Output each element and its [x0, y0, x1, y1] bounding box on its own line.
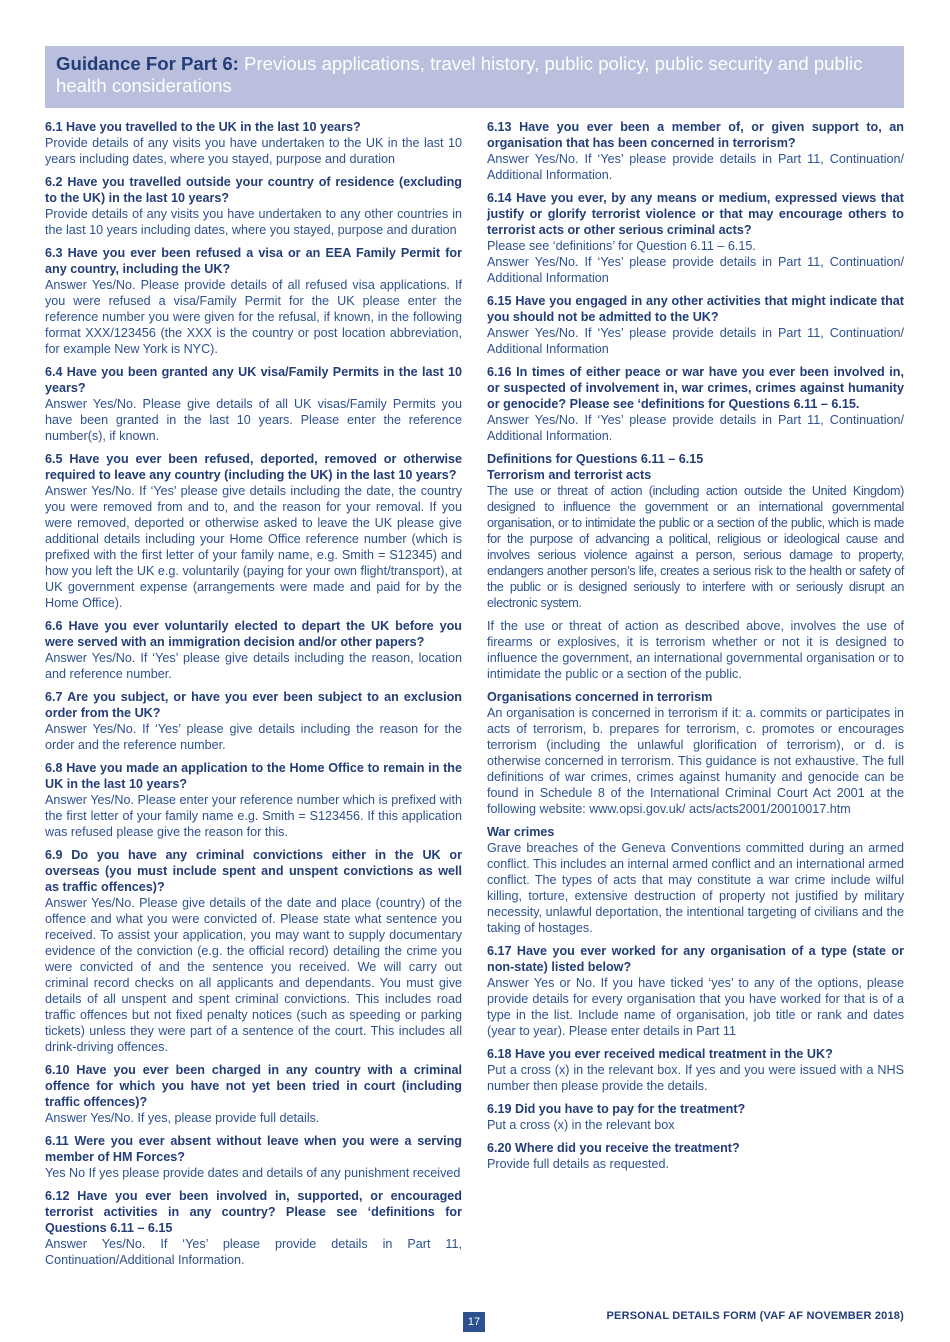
terrorism-firearms-note: If the use or threat of action as described above, involves the use of firearms or explosives, it is terrorism whether or not it is designed to influence the government, an international governmental organisation or to intimidate the public or a section of the public.	[487, 619, 904, 681]
question-6-7	[45, 689, 462, 753]
section-header-lead: Guidance For Part 6:	[56, 53, 239, 74]
question-6-11	[45, 1133, 462, 1181]
left-column	[45, 119, 462, 1275]
question-heading: 6.7 Are you subject, or have you ever been subject to an exclusion order from the UK?	[45, 690, 462, 720]
question-6-1	[45, 119, 462, 167]
question-heading: 6.16 In times of either peace or war have you ever been involved in, or suspected of involvement in, war crimes, crimes against humanity or genocide? Please see ‘definitions for Questions 6.11 – 6.15.	[487, 365, 904, 411]
question-6-5	[45, 451, 462, 611]
question-answer: Answer Yes/No. If ‘Yes’ please give details including the reason, location and reference number.	[45, 651, 462, 681]
question-heading: 6.11 Were you ever absent without leave when you were a serving member of HM Forces?	[45, 1134, 462, 1164]
question-answer: Put a cross (x) in the relevant box	[487, 1118, 675, 1132]
question-6-15	[487, 293, 904, 357]
question-heading: 6.3 Have you ever been refused a visa or an EEA Family Permit for any country, including the UK?	[45, 246, 462, 276]
question-heading: 6.4 Have you been granted any UK visa/Family Permits in the last 10 years?	[45, 365, 462, 395]
question-6-8	[45, 760, 462, 840]
question-answer: Answer Yes/No. Please enter your reference number which is prefixed with the first letter of your family name e.g. Smith = S123456. If this application was refused please give the reason for this.	[45, 793, 462, 839]
question-6-13	[487, 119, 904, 183]
right-column	[487, 119, 904, 1179]
question-6-19	[487, 1101, 904, 1133]
question-6-12	[45, 1188, 462, 1268]
question-heading: 6.13 Have you ever been a member of, or given support to, an organisation that has been concerned in terrorism?	[487, 120, 904, 150]
question-answer: Answer Yes or No. If you have ticked ‘yes’ to any of the options, please provide details for every organisation that you have worked for that is of a type in the list. Include name of organisation, job title or rank and dates (year to year). Please enter details in Part 11	[487, 976, 904, 1038]
form-title: PERSONAL DETAILS FORM (VAF AF NOVEMBER 2018)	[606, 1310, 904, 1322]
question-answer: Answer Yes/No. If yes, please provide full details.	[45, 1111, 320, 1125]
question-answer: Answer Yes/No. If ‘Yes’ please provide details in Part 11, Continuation/ Additional Information	[487, 255, 904, 285]
question-note: Please see ‘definitions’ for Question 6.11 – 6.15.	[487, 239, 756, 253]
organisations-heading: Organisations concerned in terrorism	[487, 690, 713, 704]
question-answer: Provide full details as requested.	[487, 1157, 670, 1171]
question-6-18	[487, 1046, 904, 1094]
terrorism-heading: Terrorism and terrorist acts	[487, 468, 652, 482]
question-heading: 6.8 Have you made an application to the Home Office to remain in the UK in the last 10 years?	[45, 761, 462, 791]
question-heading: 6.5 Have you ever been refused, deported, removed or otherwise required to leave any country (including the UK) in the last 10 years?	[45, 452, 462, 482]
question-heading: 6.20 Where did you receive the treatment?	[487, 1141, 740, 1155]
definitions-title: Definitions for Questions 6.11 – 6.15	[487, 452, 704, 466]
question-6-9	[45, 847, 462, 1055]
question-answer: Answer Yes/No. If ‘Yes’ please provide details in Part 11, Continuation/ Additional Information.	[487, 413, 904, 443]
question-6-10	[45, 1062, 462, 1126]
question-6-20	[487, 1140, 904, 1172]
question-answer: Yes No If yes please provide dates and details of any punishment received	[45, 1166, 461, 1180]
war-crimes-definition: Grave breaches of the Geneva Conventions committed during an armed conflict. This includes an internal armed conflict and an international armed conflict. The types of acts that may constitute a war crime include wilful killing, torture, extensive destruction of property not justified by military necessity, unlawful deportation, the intentional targeting of civilians and the taking of hostages.	[487, 841, 904, 935]
question-6-3	[45, 245, 462, 357]
question-6-2	[45, 174, 462, 238]
terrorism-definition: The use or threat of action (including action outside the United Kingdom) designed to influence the government or an international governmental organisation, or to intimidate the public or a section of the public, which is made for the purpose of advancing a political, religious or ideological cause and involves serious violence against a person, serious damage to property, endangers another person’s life, creates a serious risk to the health or safety of the public or is designed seriously to interfere with or seriously disrupt an electronic system.	[487, 484, 904, 610]
question-answer: Answer Yes/No. If ‘Yes’ please give details including the date, the country you were removed from and to, and the reason for your removal. If you were removed, deported or otherwise asked to leave the UK please give additional details including your Home Office reference number (which is prefixed with the first letter of your family name, e.g. Smith = S12345) and how you left the UK e.g. voluntarily (paying for your own flight/transport), at UK government expense (arrangements were made and paid for by the Home Office).	[45, 484, 462, 610]
question-heading: 6.15 Have you engaged in any other activities that might indicate that you should not be admitted to the UK?	[487, 294, 904, 324]
question-answer: Provide details of any visits you have undertaken to any other countries in the last 10 years including dates, where you stayed, purpose and duration	[45, 207, 462, 237]
war-crimes-heading: War crimes	[487, 825, 555, 839]
question-6-4	[45, 364, 462, 444]
question-6-14	[487, 190, 904, 286]
organisations-definition: An organisation is concerned in terrorism if it: a. commits or participates in acts of terrorism, b. prepares for terrorism, c. promotes or encourages terrorism (including the unlawful glorification of terrorism), or d. is otherwise concerned in terrorism. This guidance is not exhaustive. The full definitions of war crimes, crimes against humanity and genocide can be found in Schedule 8 of the International Criminal Court Act 2001 at the following website: www.opsi.gov.uk/ acts/acts2001/20010017.htm	[487, 706, 904, 816]
question-answer: Answer Yes/No. If ‘Yes’ please provide details in Part 11, Continuation/Additional Information.	[45, 1237, 462, 1267]
section-header	[45, 46, 904, 108]
question-6-16	[487, 364, 904, 444]
question-answer: Put a cross (x) in the relevant box. If yes and you were issued with a NHS number then please provide the details.	[487, 1063, 904, 1093]
question-heading: 6.18 Have you ever received medical treatment in the UK?	[487, 1047, 833, 1061]
question-heading: 6.9 Do you have any criminal convictions either in the UK or overseas (you must include spent and unspent convictions as well as traffic offences)?	[45, 848, 462, 894]
section-header-title: Previous applications, travel history, public policy, public security and public health considerations	[56, 53, 863, 96]
question-answer: Answer Yes/No. Please give details of all UK visas/Family Permits you have been granted in the last 10 years. Please enter the reference number(s), if known.	[45, 397, 462, 443]
question-heading: 6.14 Have you ever, by any means or medium, expressed views that justify or glorify terrorist violence or that may encourage others to terrorist acts or other serious criminal acts?	[487, 191, 904, 237]
page-number: 17	[463, 1312, 485, 1332]
question-heading: 6.1 Have you travelled to the UK in the last 10 years?	[45, 120, 361, 134]
question-heading: 6.2 Have you travelled outside your country of residence (excluding to the UK) in the last 10 years?	[45, 175, 462, 205]
question-6-6	[45, 618, 462, 682]
question-answer: Answer Yes/No. If ‘Yes’ please give details including the reason for the order and the reference number.	[45, 722, 462, 752]
question-answer: Provide details of any visits you have undertaken to the UK in the last 10 years including dates, where you stayed, purpose and duration	[45, 136, 462, 166]
question-heading: 6.19 Did you have to pay for the treatment?	[487, 1102, 746, 1116]
question-answer: Answer Yes/No. If ‘Yes’ please provide details in Part 11, Continuation/ Additional Information	[487, 326, 904, 356]
question-6-17	[487, 943, 904, 1039]
question-heading: 6.6 Have you ever voluntarily elected to depart the UK before you were served with an immigration decision and/or other papers?	[45, 619, 462, 649]
question-answer: Answer Yes/No. If ‘Yes’ please provide details in Part 11, Continuation/ Additional Information.	[487, 152, 904, 182]
question-heading: 6.10 Have you ever been charged in any country with a criminal offence for which you have not yet been tried in court (including traffic offences)?	[45, 1063, 462, 1109]
question-answer: Answer Yes/No. Please provide details of all refused visa applications. If you were refused a visa/Family Permit for the UK please enter the reference number you were given for the refusal, if known, in the following format XXX/123456 (the XXX is the country or post location abbreviation, for example New York is NYC).	[45, 278, 462, 356]
question-heading: 6.12 Have you ever been involved in, supported, or encouraged terrorist activities in any country? Please see ‘definitions for Questions 6.11 – 6.15	[45, 1189, 462, 1235]
question-answer: Answer Yes/No. Please give details of the date and place (country) of the offence and what you were convicted of. Please state what sentence you received. To assist your application, you may want to supply documentary evidence of the conviction (e.g. the official record) detailing the crime you were convicted of and the sentence you received. We will carry out criminal record checks on all applicants and dependants. You must give details of all unspent and spent criminal convictions. This includes road traffic offences but not fixed penalty notices (such as speeding or parking tickets) unless they were part of a sentence of the court. This includes all drink-driving offences.	[45, 896, 462, 1054]
question-heading: 6.17 Have you ever worked for any organisation of a type (state or non-state) listed below?	[487, 944, 904, 974]
